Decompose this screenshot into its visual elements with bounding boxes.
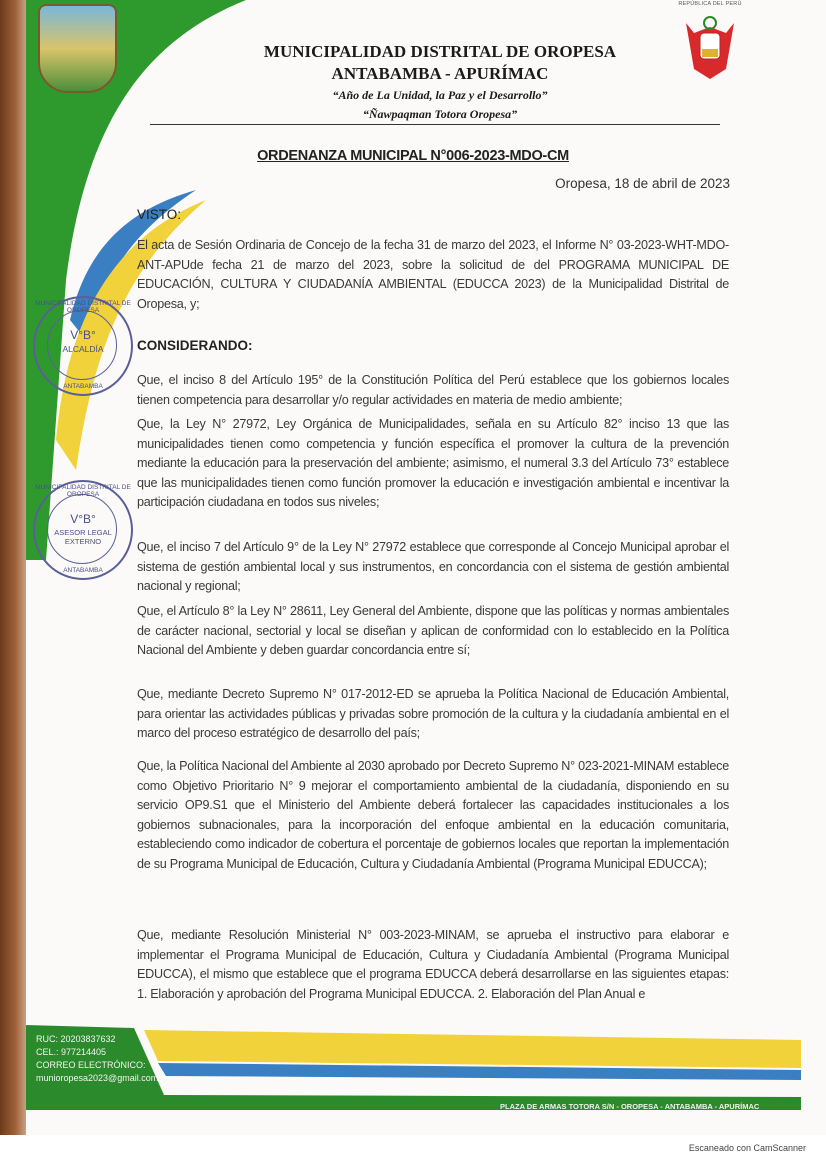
visto-heading: VISTO:: [137, 207, 182, 222]
paragraph: Que, mediante Decreto Supremo N° 017-2012-ED se aprueba la Política Nacional de Educación Ambiental, para orientar las actividades públicas y privadas sobre promoción de la cultura y la ciudadanía ambiental en el marco del proceso estratégico de desarrollo del país;: [137, 687, 729, 741]
paragraph: Que, la Política Nacional del Ambiente al 2030 aprobado por Decreto Supremo N° 023-2021-MINAM establece como Objetivo Prioritario N° 9 mejorar el comportamiento ambiental de la ciudadanía, disponiendo en su servicio OP9.S1 que el Ministerio del Ambiente deberá fortalecer las capacidades institucionales a los gobiernos subnacionales, para la incorporación del enfoque ambiental en la educación comunitaria, estableciendo como indicador de cobertura el porcentaje de gobiernos locales que reportan la implementación de su Programa Municipal de Educación, Cultura y Ciudadanía Ambiental (Programa Municipal EDUCCA);: [137, 759, 729, 871]
motto-year: “Año de La Unidad, la Paz y el Desarrollo”: [332, 88, 548, 102]
institution-region: ANTABAMBA - APURÍMAC: [331, 64, 549, 83]
footer-email: munioropesa2023@gmail.com: [36, 1073, 159, 1083]
considerando-heading: CONSIDERANDO:: [137, 338, 253, 353]
peru-crest-text: REPÚBLICA DEL PERÚ: [678, 1, 742, 7]
stamp-vb: V°B°: [70, 328, 96, 342]
stamp-vb: V°B°: [70, 512, 96, 526]
stamp-arc-text: MUNICIPALIDAD DISTRITAL DE OROPESA: [35, 484, 131, 498]
scan-edge: [0, 0, 26, 1135]
stamp-bottom-text: ANTABAMBA: [63, 383, 103, 390]
footer-ruc: RUC: 20203837632: [36, 1034, 116, 1044]
stamp-alcaldia: [33, 296, 133, 396]
stamp-arc-text: MUNICIPALIDAD DISTRITAL DE OROPESA: [35, 300, 131, 314]
stamp-asesor-legal: [33, 480, 133, 580]
paragraph: Que, la Ley N° 27972, Ley Orgánica de Municipalidades, señala en su Artículo 82° inciso 13 que las municipalidades tienen como competencia y función específica el promover la cultura de la prevención mediante la educación para la preservación del ambiente; asimismo, el numeral 3.3 del Artículo 73° establece que las municipalidades tienen como función promover la educación e investigación ambiental e incentivar la participación ciudadana en todos sus niveles;: [137, 417, 729, 510]
paragraph: Que, el inciso 7 del Artículo 9° de la Ley N° 27972 establece que corresponde al Concejo Municipal aprobar el sistema de gestión ambiental local y sus instrumentos, en concordancia con el sistema de gestión ambiental nacional y regional;: [137, 540, 729, 594]
stamp-bottom-text: ANTABAMBA: [63, 567, 103, 574]
footer-email-label: CORREO ELECTRÓNICO:: [36, 1060, 146, 1070]
document-date: Oropesa, 18 de abril de 2023: [555, 176, 730, 191]
stamp-role: ASESOR LEGAL EXTERNO: [54, 528, 112, 546]
motto-local: “Ñawpaqman Totora Oropesa”: [362, 107, 518, 121]
stamp-role: ALCALDÍA: [62, 344, 104, 354]
header-divider: [150, 124, 720, 125]
footer-address: PLAZA DE ARMAS TOTORA S/N - OROPESA - ANTABAMBA - APURÍMAC: [500, 1102, 760, 1111]
document-title: ORDENANZA MUNICIPAL N°006-2023-MDO-CM: [257, 148, 569, 164]
institution-name: MUNICIPALIDAD DISTRITAL DE OROPESA: [263, 42, 617, 61]
municipal-crest-logo: [38, 4, 117, 93]
paragraph: Que, el Artículo 8° la Ley N° 28611, Ley General del Ambiente, dispone que las políticas y normas ambientales de carácter nacional, sectorial y local se diseñan y aplican de conformidad con lo establecido en la Política Nacional del Ambiente y deben guardar concordancia entre sí;: [137, 604, 729, 658]
footer-phone: CEL.: 977214405: [36, 1047, 107, 1057]
paragraph: Que, el inciso 8 del Artículo 195° de la Constitución Política del Perú establece que los gobiernos locales tienen competencia para desarrollar y/o regular actividades en materia de medio ambiente;: [137, 373, 729, 407]
scanner-watermark: Escaneado con CamScanner: [688, 1143, 806, 1153]
paragraph: Que, mediante Resolución Ministerial N° 003-2023-MINAM, se aprueba el instructivo para elaborar e implementar el Programa Municipal de Educación, Cultura y Ciudadanía Ambiental (Programa Municipal EDUCCA), el mismo que establece que el programa EDUCCA deberá desarrollarse en las siguientes etapas: 1. Elaboración y aprobación del Programa Municipal EDUCCA. 2. Elaboración del Plan Anual e: [137, 928, 729, 1001]
visto-paragraph: El acta de Sesión Ordinaria de Concejo de la fecha 31 de marzo del 2023, el Informe N° 03-2023-WHT-MDO-ANT-APUde fecha 21 de marzo del 2023, sobre la solicitud de del PROGRAMA MUNICIPAL DE EDUCACIÓN, CULTURA Y CIUDADANÍA AMBIENTAL (EDUCCA 2023) de la Municipalidad Distrital de Oropesa, y;: [137, 238, 729, 311]
